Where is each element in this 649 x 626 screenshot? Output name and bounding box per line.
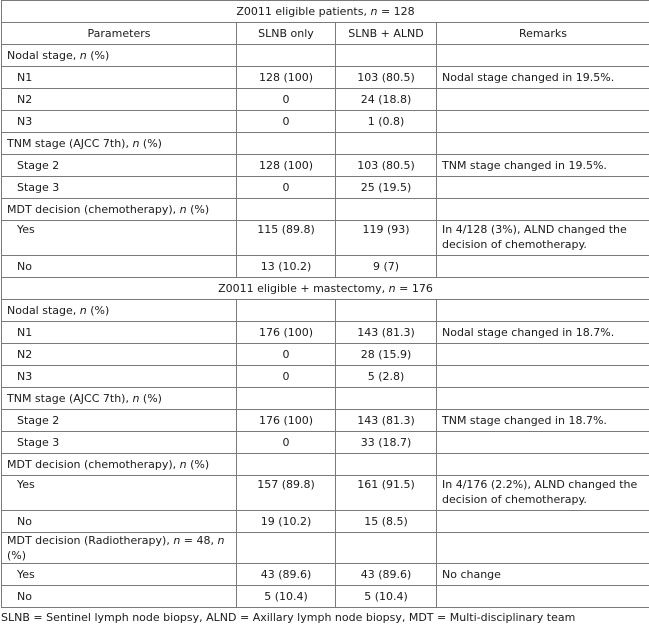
group-label: MDT decision (Radiotherapy), n = 48, n (%) [2, 533, 237, 564]
alnd-cell: 119 (93) [336, 221, 437, 256]
alnd-cell: 103 (80.5) [336, 155, 437, 177]
group-row [2, 45, 649, 67]
table-row [2, 564, 649, 586]
group-row [2, 388, 649, 410]
alnd-cell: 161 (91.5) [336, 476, 437, 511]
table-row [2, 586, 649, 608]
row-label: N3 [2, 366, 237, 388]
header-slnb-only: SLNB only [237, 23, 336, 45]
slnb-cell: 0 [237, 344, 336, 366]
slnb-cell: 0 [237, 89, 336, 111]
row-label: Yes [2, 476, 237, 511]
group-row [2, 454, 649, 476]
slnb-cell: 0 [237, 366, 336, 388]
row-label: Stage 2 [2, 410, 237, 432]
table-row [2, 511, 649, 533]
header-row [2, 23, 649, 45]
slnb-cell: 0 [237, 111, 336, 133]
slnb-cell: 128 (100) [237, 67, 336, 89]
alnd-cell: 9 (7) [336, 256, 437, 278]
table-row [2, 256, 649, 278]
header-slnb-alnd: SLNB + ALND [336, 23, 437, 45]
group-label: TNM stage (AJCC 7th), n (%) [2, 133, 237, 155]
alnd-cell: 24 (18.8) [336, 89, 437, 111]
alnd-cell: 43 (89.6) [336, 564, 437, 586]
table-footnote: SLNB = Sentinel lymph node biopsy, ALND = Axillary lymph node biopsy, MDT = Multi-disciplinary team [1, 611, 576, 624]
group-label: TNM stage (AJCC 7th), n (%) [2, 388, 237, 410]
alnd-cell: 15 (8.5) [336, 511, 437, 533]
row-label: N1 [2, 67, 237, 89]
alnd-cell: 28 (15.9) [336, 344, 437, 366]
row-label: Yes [2, 564, 237, 586]
row-label: No [2, 586, 237, 608]
table-row [2, 322, 649, 344]
group-label: MDT decision (chemotherapy), n (%) [2, 199, 237, 221]
table-row [2, 476, 649, 511]
header-parameters: Parameters [2, 23, 237, 45]
slnb-cell: 43 (89.6) [237, 564, 336, 586]
table-row [2, 410, 649, 432]
alnd-cell: 25 (19.5) [336, 177, 437, 199]
remark-cell: TNM stage changed in 18.7%. [437, 410, 649, 432]
alnd-cell: 143 (81.3) [336, 410, 437, 432]
row-label: N2 [2, 344, 237, 366]
row-label: N3 [2, 111, 237, 133]
slnb-cell: 5 (10.4) [237, 586, 336, 608]
group-label: Nodal stage, n (%) [2, 45, 237, 67]
header-remarks: Remarks [437, 23, 649, 45]
alnd-cell: 33 (18.7) [336, 432, 437, 454]
remark-cell: TNM stage changed in 19.5%. [437, 155, 649, 177]
row-label: Stage 3 [2, 177, 237, 199]
row-label: Stage 3 [2, 432, 237, 454]
group-label: Nodal stage, n (%) [2, 300, 237, 322]
alnd-cell: 143 (81.3) [336, 322, 437, 344]
remark-cell: No change [437, 564, 649, 586]
group-row [2, 300, 649, 322]
table-row [2, 366, 649, 388]
results-table [1, 0, 649, 608]
slnb-cell: 0 [237, 432, 336, 454]
row-label: Stage 2 [2, 155, 237, 177]
remark-cell: In 4/176 (2.2%), ALND changed the decision of chemotherapy. [437, 476, 649, 511]
section-title-row [2, 278, 649, 300]
table-row [2, 177, 649, 199]
table-row [2, 432, 649, 454]
table-row [2, 111, 649, 133]
remark-cell: Nodal stage changed in 19.5%. [437, 67, 649, 89]
table-row [2, 89, 649, 111]
section-title-row [2, 1, 649, 23]
slnb-cell: 176 (100) [237, 322, 336, 344]
section2-title: Z0011 eligible + mastectomy, n = 176 [2, 278, 649, 300]
group-row [2, 199, 649, 221]
row-label: N2 [2, 89, 237, 111]
slnb-cell: 176 (100) [237, 410, 336, 432]
slnb-cell: 115 (89.8) [237, 221, 336, 256]
remark-cell: In 4/128 (3%), ALND changed the decision of chemotherapy. [437, 221, 649, 256]
slnb-cell: 13 (10.2) [237, 256, 336, 278]
row-label: N1 [2, 322, 237, 344]
row-label: No [2, 511, 237, 533]
alnd-cell: 5 (10.4) [336, 586, 437, 608]
group-row [2, 133, 649, 155]
section1-title: Z0011 eligible patients, n = 128 [2, 1, 649, 23]
alnd-cell: 103 (80.5) [336, 67, 437, 89]
alnd-cell: 1 (0.8) [336, 111, 437, 133]
slnb-cell: 19 (10.2) [237, 511, 336, 533]
row-label: No [2, 256, 237, 278]
slnb-cell: 157 (89.8) [237, 476, 336, 511]
slnb-cell: 0 [237, 177, 336, 199]
table-row [2, 221, 649, 256]
table-row [2, 67, 649, 89]
table-row [2, 155, 649, 177]
remark-cell: Nodal stage changed in 18.7%. [437, 322, 649, 344]
alnd-cell: 5 (2.8) [336, 366, 437, 388]
table-row [2, 344, 649, 366]
group-label: MDT decision (chemotherapy), n (%) [2, 454, 237, 476]
group-row [2, 533, 649, 564]
row-label: Yes [2, 221, 237, 256]
slnb-cell: 128 (100) [237, 155, 336, 177]
